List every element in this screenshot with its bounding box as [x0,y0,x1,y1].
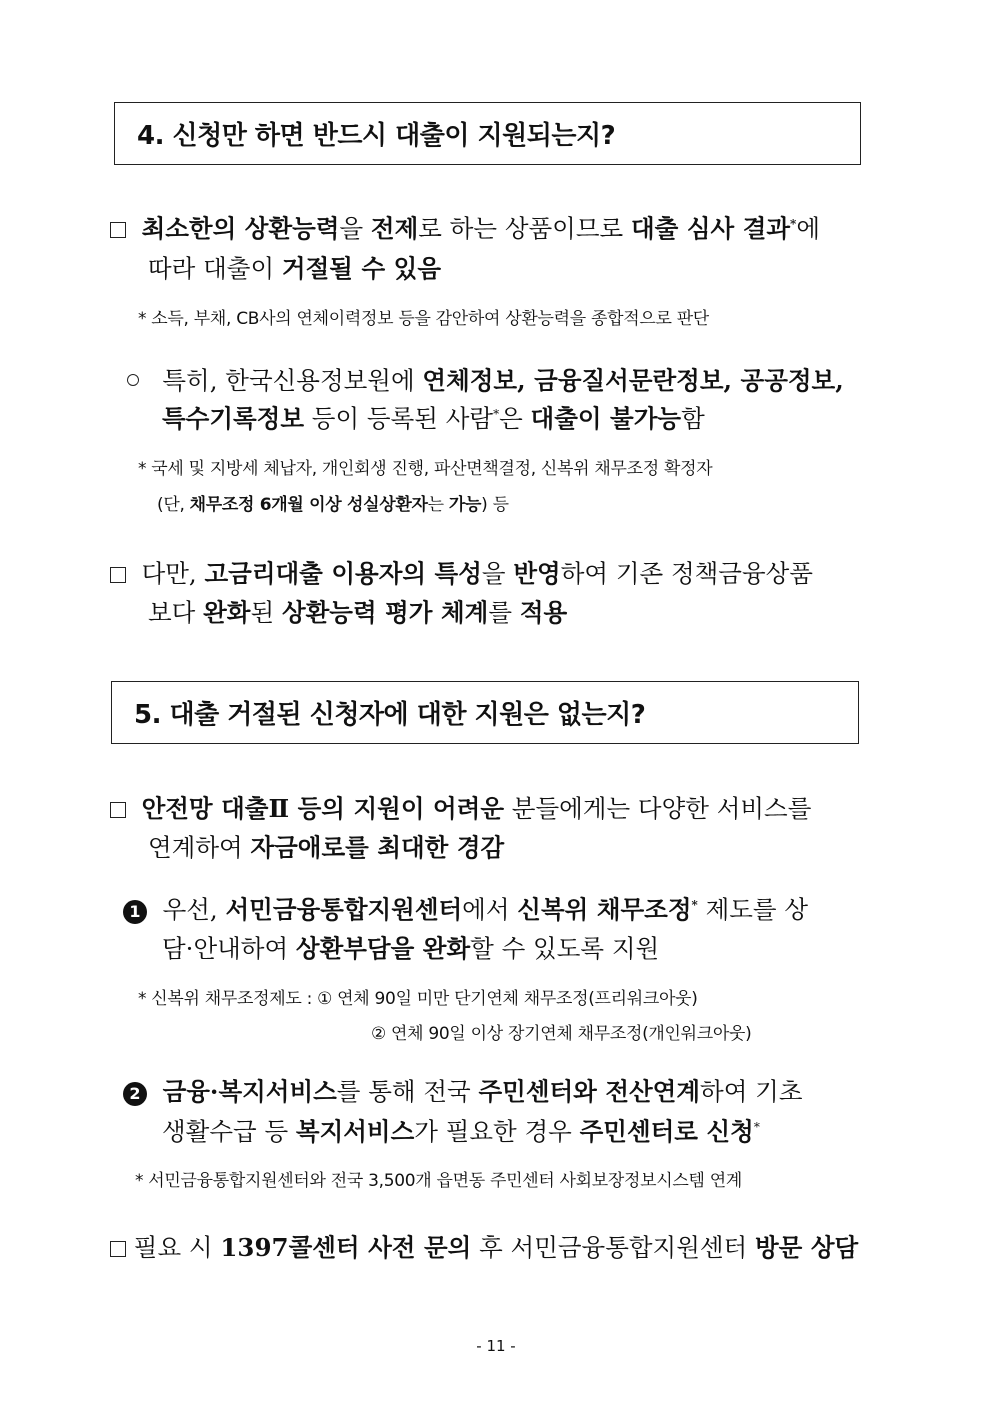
s4-note1: * 소득, 부채, CB사의 연체이력정보 등을 감안하여 상환능력을 종합적으로 판단 [138,309,709,329]
s5-item2-line1: 2 금융·복지서비스를 통해 전국 주민센터와 전산연계하여 기초 [123,1073,803,1108]
number-1-icon: 1 [123,900,147,924]
s4-bullet1-line2: 따라 대출이 거절될 수 있음 [148,254,441,283]
section-4-heading [114,102,861,165]
square-bullet-icon [110,222,126,238]
s4-bullet1-line1: 최소한의 상환능력을 전제로 하는 상품이므로 대출 심사 결과*에 [110,210,820,245]
s5-bullet2: 필요 시 1397콜센터 사전 문의 후 서민금융통합지원센터 방문 상담 [110,1229,858,1264]
s5-note1-line1: * 신복위 채무조정제도 : ① 연체 90일 미만 단기연체 채무조정(프리워크아웃) [138,989,698,1009]
s5-item1-line1: 1 우선, 서민금융통합지원센터에서 신복위 채무조정* 제도를 상 [123,891,808,926]
s4-sub1-line2: 특수기록정보 등이 등록된 사람*은 대출이 불가능함 [162,404,705,433]
s5-bullet1-line1: 안전망 대출Ⅱ 등의 지원이 어려운 분들에게는 다양한 서비스를 [110,790,811,825]
s4-sub1-line1: 특히, 한국신용정보원에 연체정보, 금융질서문란정보, 공공정보, [127,362,844,397]
s5-note1-line2: ② 연체 90일 이상 장기연체 채무조정(개인워크아웃) [371,1024,752,1044]
s5-bullet1-line2: 연계하여 자금애로를 최대한 경감 [148,833,505,862]
s4-bullet2-line1: 다만, 고금리대출 이용자의 특성을 반영하여 기존 정책금융상품 [110,555,813,590]
number-2-icon: 2 [123,1082,147,1106]
s5-note2: * 서민금융통합지원센터와 전국 3,500개 읍면동 주민센터 사회보장정보시스템 연계 [135,1171,742,1191]
section-5-heading [111,681,859,744]
section-4-title: 4. 신청만 하면 반드시 대출이 지원되는지? [137,121,616,151]
s4-note2-line2: (단, 채무조정 6개월 이상 성실상환자는 가능) 등 [157,495,509,515]
circle-bullet-icon [127,374,139,386]
page-number: - 11 - [476,1337,516,1355]
s4-note2-line1: * 국세 및 지방세 체납자, 개인회생 진행, 파산면책결정, 신복위 채무조정 확정자 [138,459,713,479]
square-bullet-icon [110,567,126,583]
square-bullet-icon [110,802,126,818]
section-5-title: 5. 대출 거절된 신청자에 대한 지원은 없는지? [134,700,646,730]
square-bullet-icon [110,1241,126,1257]
s5-item1-line2: 담·안내하여 상환부담을 완화할 수 있도록 지원 [162,934,660,963]
s5-item2-line2: 생활수급 등 복지서비스가 필요한 경우 주민센터로 신청* [162,1117,760,1146]
s4-bullet2-line2: 보다 완화된 상환능력 평가 체계를 적용 [148,598,568,627]
